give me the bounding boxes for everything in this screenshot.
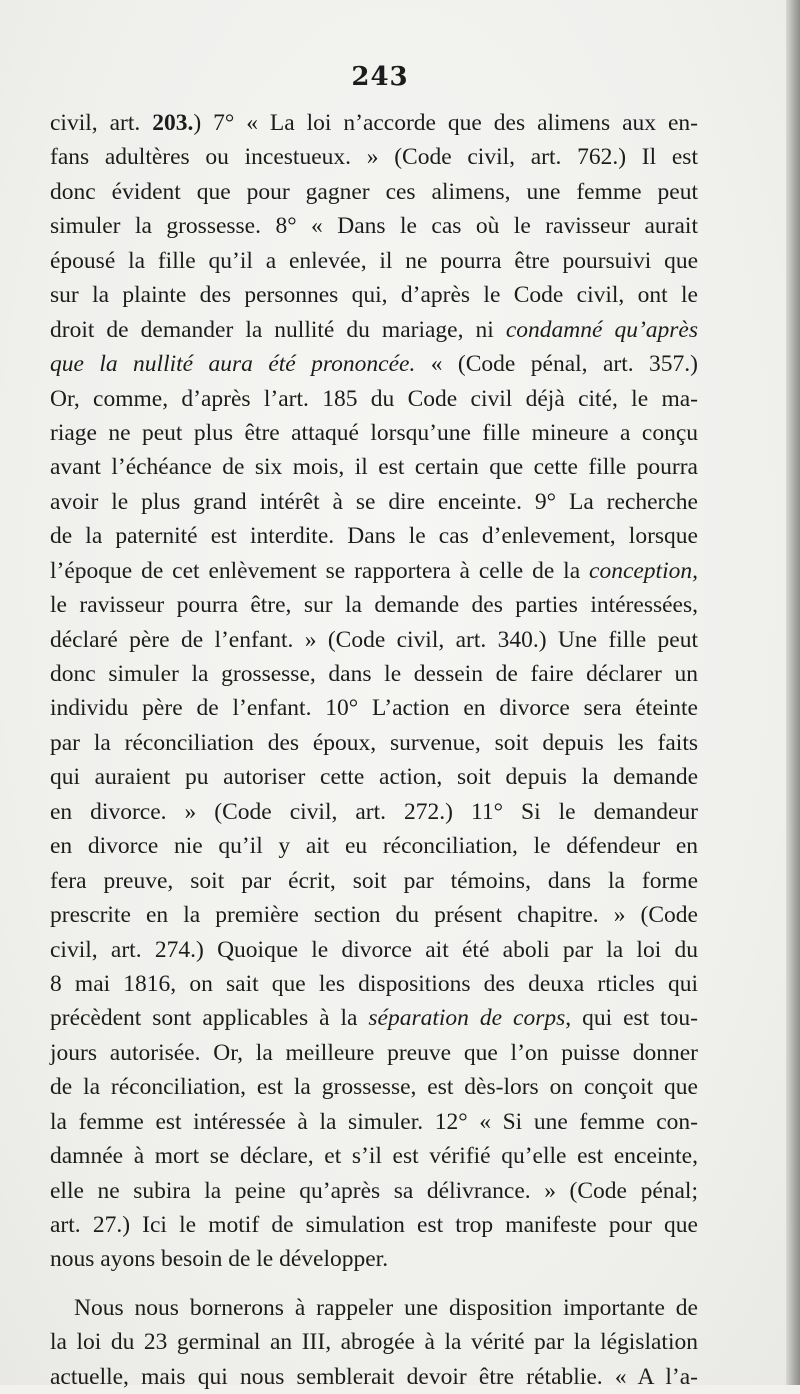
italic-text: conception, [589, 557, 698, 584]
italic-text: condamné qu’après [505, 316, 698, 343]
text-line [50, 313, 698, 347]
text-line [50, 623, 698, 657]
text-line [50, 760, 698, 794]
text-run: riage ne peut plus être attaqué lorsqu’une fille mineure a conçu [50, 419, 698, 446]
text-run: de la paternité est interdite. Dans le cas d’enlevement, lorsque [50, 523, 698, 550]
text-run: de la réconciliation, est la grossesse, est dès-lors on conçoit que [50, 1074, 698, 1101]
italic-text: séparation de corps [368, 1005, 566, 1032]
text-run: , qui est tou- [565, 1005, 698, 1032]
page-number: 243 [351, 62, 409, 92]
text-line [50, 691, 698, 725]
text-line [50, 726, 698, 760]
text-run: ) 7° « La loi n’accorde que des alimens aux en- [193, 110, 698, 136]
text-run: fans adultères ou incestueux. » (Code civil, art. 762.) Il est [50, 144, 698, 171]
text-run: la femme est intéressée à la simuler. 12° « Si une femme con- [50, 1108, 698, 1135]
text-run: avant l’échéance de six mois, il est certain que cette fille pourra [50, 454, 698, 481]
text-line [50, 347, 698, 381]
text-line [50, 588, 698, 622]
text-line [50, 1174, 698, 1208]
text-run: « (Code pénal, art. 357.) [415, 351, 699, 378]
text-line [50, 795, 698, 829]
body-text [50, 106, 698, 1394]
text-run: déclaré père de l’enfant. » (Code civil, art. 340.) Une fille peut [50, 626, 698, 653]
text-run: droit de demander la nullité du mariage, ni [50, 316, 506, 343]
text-run: donc simuler la grossesse, dans le dessein de faire déclarer un [50, 661, 698, 687]
text-line [50, 1105, 698, 1139]
text-line [50, 450, 698, 484]
text-line [50, 209, 698, 243]
text-line [50, 278, 698, 312]
text-line [50, 967, 698, 1001]
text-line [50, 898, 698, 932]
text-run: actuelle, mais qui nous semblerait devoir être rétablie. « A l’a- [50, 1363, 698, 1390]
text-run: le ravisseur pourra être, sur la demande des parties intéressées, [50, 592, 698, 619]
text-run: fera preuve, soit par écrit, soit par témoins, dans la forme [50, 867, 698, 894]
paragraph [50, 1291, 698, 1394]
page-edge-shadow [786, 0, 800, 1385]
text-run: jours autorisée. Or, la meilleure preuve que l’on puisse donner [50, 1039, 698, 1066]
text-line [50, 1360, 698, 1394]
text-run: donc évident que pour gagner ces alimens, une femme peut [50, 178, 698, 205]
text-line [50, 933, 698, 967]
text-run: elle ne subira la peine qu’après sa délivrance. » (Code pénal; [50, 1177, 698, 1204]
text-line [50, 1208, 698, 1242]
text-line [50, 1242, 698, 1276]
text-line [50, 554, 698, 588]
text-line [50, 140, 698, 174]
text-run: civil, art. 274.) Quoique le divorce ait été aboli par la loi du [50, 936, 698, 963]
text-run: avoir le plus grand intérêt à se dire enceinte. 9° La recherche [50, 488, 698, 515]
text-run: nous ayons besoin de le développer. [50, 1246, 389, 1273]
text-line [50, 106, 698, 140]
text-line [50, 244, 698, 278]
text-run: 8 mai 1816, on sait que les dispositions des deuxa rticles qui [50, 970, 698, 997]
text-line [50, 485, 698, 519]
text-line [50, 1070, 698, 1104]
text-run: en divorce. » (Code civil, art. 272.) 11° Si le demandeur [50, 798, 698, 825]
text-run: sur la plainte des personnes qui, d’après le Code civil, ont le [50, 282, 698, 309]
text-run: épousé la fille qu’il a enlevée, il ne pourra être poursuivi que [50, 247, 698, 274]
text-line [50, 519, 698, 553]
paragraph-gap [50, 1277, 698, 1291]
text-run: simuler la grossesse. 8° « Dans le cas où le ravisseur aurait [50, 213, 698, 240]
text-line [50, 1139, 698, 1173]
text-line [50, 416, 698, 450]
text-run: Or, comme, d’après l’art. 185 du Code civil déjà cité, le ma- [50, 385, 698, 412]
text-run: , abrogée à la vérité par la législation [325, 1329, 698, 1356]
text-line [50, 1291, 698, 1325]
text-run: par la réconciliation des époux, survenue, soit depuis les faits [50, 729, 698, 756]
italic-text: que la nullité aura été prononcée. [50, 351, 416, 378]
text-line [50, 1001, 698, 1035]
text-line [50, 175, 698, 209]
text-run: précèdent sont applicables à la [50, 1005, 369, 1032]
text-line [50, 657, 698, 691]
text-line [50, 864, 698, 898]
text-run: en divorce nie qu’il y ait eu réconciliation, le défendeur en [50, 833, 698, 860]
text-line [50, 829, 698, 863]
text-run: civil, art. [50, 110, 153, 136]
text-run: l’époque de cet enlèvement se rapportera à celle de la [50, 557, 590, 584]
text-run: art. 27.) Ici le motif de simulation est trop manifeste pour que [50, 1212, 698, 1238]
text-line [50, 1325, 698, 1359]
text-line [50, 1036, 698, 1070]
text-run: individu père de l’enfant. 10° L’action en divorce sera éteinte [50, 695, 698, 722]
paragraph [50, 106, 698, 1277]
text-run: Nous nous bornerons à rappeler une disposition importante de [74, 1294, 698, 1321]
text-run: prescrite en la première section du présent chapitre. » (Code [50, 902, 698, 929]
text-run: damnée à mort se déclare, et s’il est vérifié qu’elle est enceinte, [50, 1143, 698, 1170]
text-run: qui auraient pu autoriser cette action, soit depuis la demande [50, 764, 698, 791]
text-run: III [301, 1329, 326, 1356]
text-run: la loi du 23 germinal an [50, 1329, 302, 1356]
bold-text: 203. [152, 110, 194, 136]
text-line [50, 382, 698, 416]
